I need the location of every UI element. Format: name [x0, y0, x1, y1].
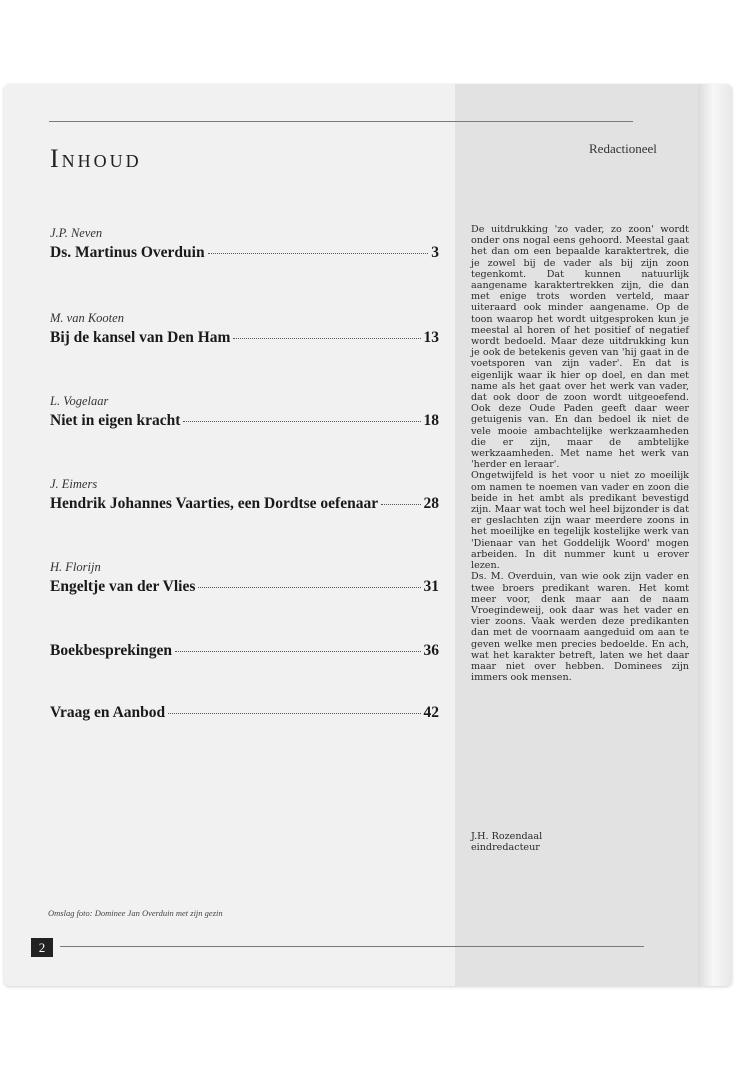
toc-entry[interactable] [50, 394, 439, 430]
toc-author: J.P. Neven [50, 226, 103, 240]
toc-entry[interactable] [50, 704, 439, 722]
toc-leader [175, 651, 420, 652]
toc-entry[interactable] [50, 226, 439, 262]
page-gutter [698, 84, 732, 986]
toc-entry[interactable] [50, 311, 439, 347]
toc-entry[interactable] [50, 642, 439, 660]
toc-leader [168, 713, 420, 714]
toc-title: Engeltje van der Vlies [50, 578, 196, 595]
toc-title: Hendrik Johannes Vaarties, een Dordtse oefenaar [50, 495, 379, 512]
toc-author: L. Vogelaar [50, 394, 109, 408]
toc-title: Vraag en Aanbod [50, 704, 166, 721]
editorial-paragraph: De uitdrukking 'zo vader, zo zoon' wordt onder ons nogal eens gehoord. Meestal gaat het dan om een bepaalde karaktertrek, die je zowel bij de vader als bij zijn zoon tegenkomt. Dat kunnen natuurlijk aangename karaktertrekken zijn, die dan met enige trots worden verteld, maar uiteraard ook minder aangename. Op de toon waarop het wordt uitgesproken kun je meestal al horen of het positief of negatief wordt bedoeld. Maar deze uitdrukking kun je ook de betekenis geven van 'hij gaat in de voetsporen van zijn vader'. En dat is eigenlijk waar ik hier op doel, en dan met name als het gaat over het werk van vader, dat ook door de zoon wordt uitgeoefend. Ook deze Oude Paden geeft daar weer getuigenis van. En dan bedoel ik niet de vele mooie ambachtelijke werkzaamheden die er zijn, maar de ambtelijke werkzaamheden. Met name het werk van 'herder en leraar'. [471, 224, 689, 471]
toc-leader [381, 504, 420, 505]
toc-author: J. Eimers [50, 477, 98, 491]
page-title: Inhoud [50, 144, 142, 173]
toc-title: Bij de kansel van Den Ham [50, 329, 231, 346]
toc-leader [183, 421, 420, 422]
toc-leader [233, 338, 420, 339]
toc-page-number: 18 [423, 412, 439, 429]
toc-title: Ds. Martinus Overduin [50, 244, 205, 261]
toc-title: Niet in eigen kracht [50, 412, 181, 429]
toc-page-number: 42 [423, 704, 439, 721]
toc-entry[interactable] [50, 560, 439, 596]
section-label: Redactioneel [589, 141, 657, 156]
toc-author: H. Florijn [50, 560, 101, 574]
page-number-badge: 2 [31, 938, 53, 957]
toc-page-number: 31 [423, 578, 439, 595]
toc-page-number: 3 [431, 244, 439, 261]
cover-photo-caption: Omslag foto: Dominee Jan Overduin met zijn gezin [48, 908, 223, 918]
toc-page-number: 13 [423, 329, 439, 346]
signature-name: J.H. Rozendaal [471, 831, 543, 842]
toc-entry[interactable] [50, 477, 439, 513]
toc-page-number: 28 [423, 495, 439, 512]
bottom-rule [60, 946, 644, 947]
editorial-paragraph: Ongetwijfeld is het voor u niet zo moeilijk om namen te noemen van vader en zoon die beide in het ambt als predikant bevestigd zijn. Maar wat toch wel heel bijzonder is dat er geslachten zijn waar meerdere zoons in het moeilijke en tegelijk kostelijke werk van 'Dienaar van het Goddelijk Woord' mogen arbeiden. In dit nummer kunt u erover lezen. [471, 470, 689, 572]
editorial-signature [471, 831, 671, 853]
toc-leader [198, 587, 420, 588]
toc-leader [208, 253, 429, 254]
editorial-paragraph: Ds. M. Overduin, van wie ook zijn vader en twee broers predikant waren. Het komt meer voor, denk maar aan de naam Vroegindeweij, ook daar was het vader en vier zoons. Vaak werden deze predikanten dan met de voornaam aangeduid om aan te geven welke men precies bedoelde. En ach, wat het karakter betreft, laten we het daar maar niet over hebben. Dominees zijn immers ook mensen. [471, 571, 689, 684]
editorial-text [471, 224, 689, 683]
magazine-page [4, 84, 732, 986]
toc-title: Boekbesprekingen [50, 642, 173, 659]
top-rule [49, 121, 633, 122]
toc-page-number: 36 [423, 642, 439, 659]
signature-role: eindredacteur [471, 842, 540, 854]
toc-author: M. van Kooten [50, 311, 124, 325]
